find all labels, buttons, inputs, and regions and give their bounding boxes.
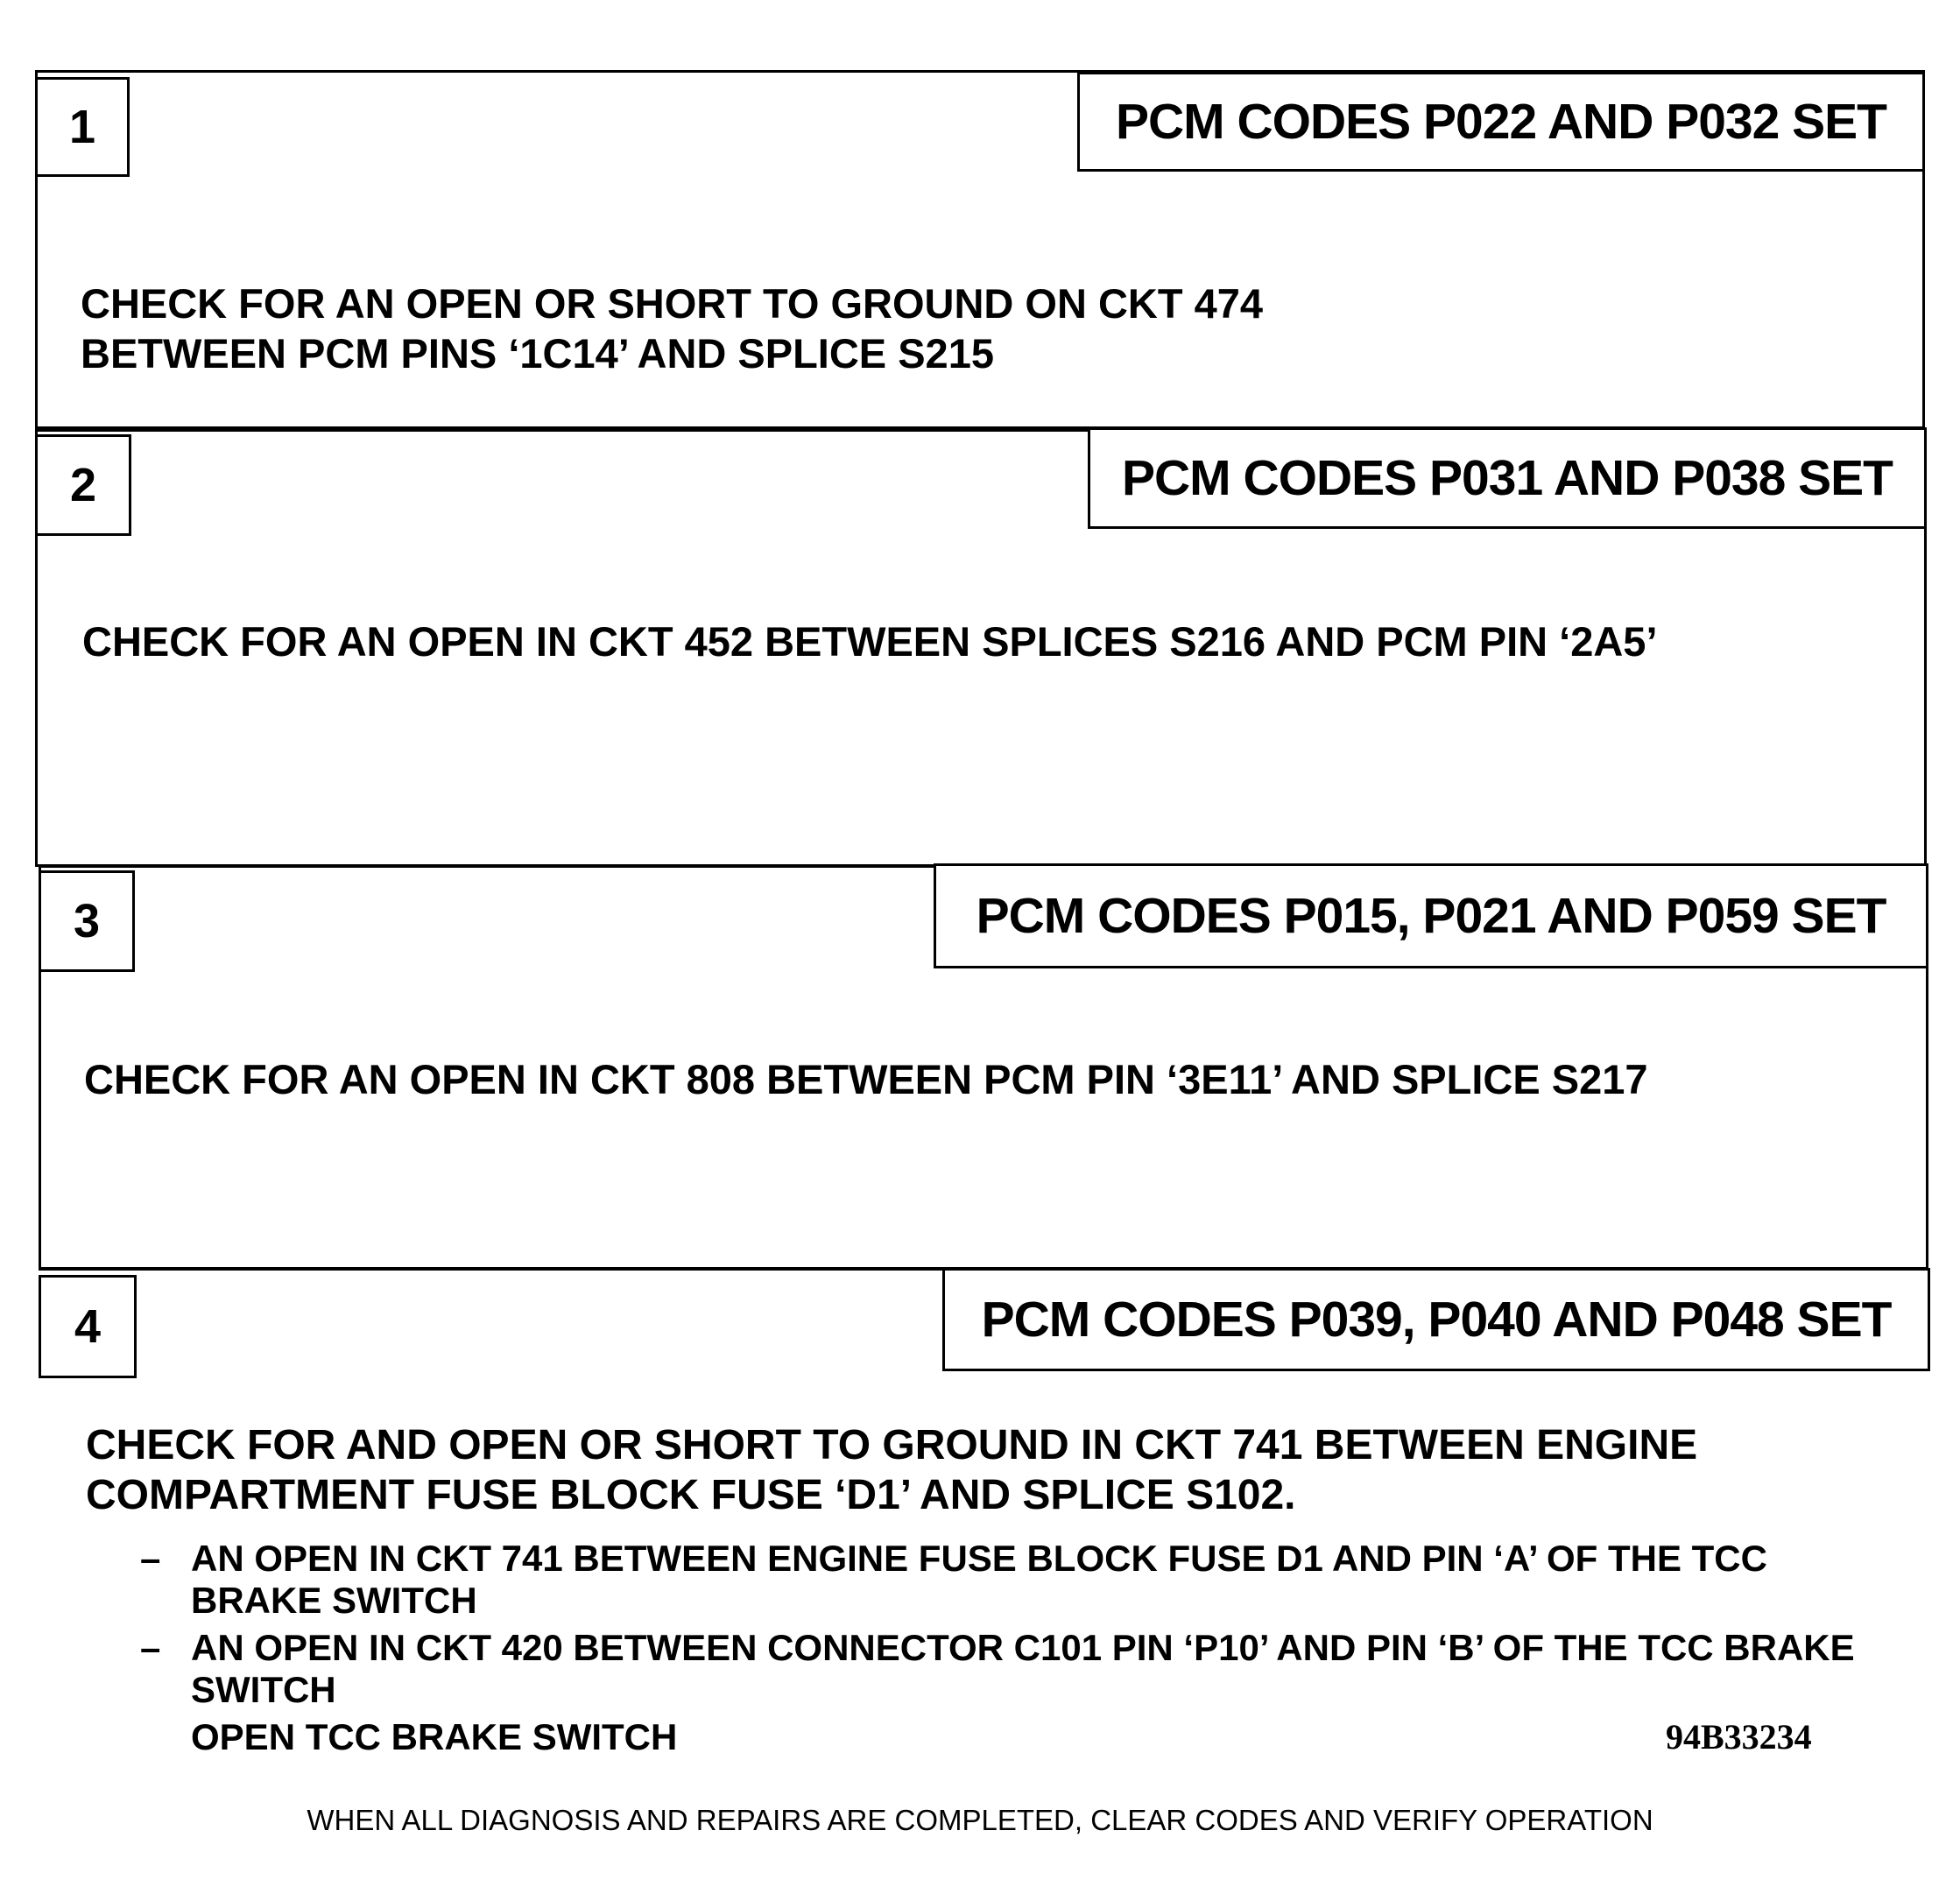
step-4-extra-line: OPEN TCC BRAKE SWITCH [191,1716,678,1757]
figure-id: 94B33234 [1666,1717,1812,1757]
step-1-title: PCM CODES P022 AND P032 SET [1077,72,1925,172]
footer-note: WHEN ALL DIAGNOSIS AND REPAIRS ARE COMPLETED, CLEAR CODES AND VERIFY OPERATION [307,1804,1653,1836]
list-item [140,1538,1855,1622]
step-3-number: 3 [39,870,135,972]
list-item [140,1627,1855,1711]
bullet-text: AN OPEN IN CKT 420 BETWEEN CONNECTOR C101 PIN ‘P10’ AND PIN ‘B’ OF THE TCC BRAKE SWITCH [191,1627,1855,1710]
step-1-text [81,278,1263,378]
step-3-line-1: CHECK FOR AN OPEN IN CKT 808 BETWEEN PCM PIN ‘3E11’ AND SPLICE S217 [84,1056,1648,1102]
bullet-text: AN OPEN IN CKT 741 BETWEEN ENGINE FUSE BLOCK FUSE D1 AND PIN ‘A’ OF THE TCC BRAKE SWITCH [191,1538,1767,1621]
step-1-line-1: CHECK FOR AN OPEN OR SHORT TO GROUND ON CKT 474 [81,280,1264,327]
step-2-number: 2 [35,434,131,536]
step-4-line-2: COMPARTMENT FUSE BLOCK FUSE ‘D1’ AND SPLICE S102. [86,1472,1296,1518]
step-2-title: PCM CODES P031 AND P038 SET [1088,427,1927,529]
step-4-text [86,1420,1697,1520]
dash-marker: – [140,1627,161,1668]
step-4-title: PCM CODES P039, P040 AND P048 SET [942,1268,1930,1371]
step-4-top-rule [39,1268,944,1271]
step-4-line-1: CHECK FOR AND OPEN OR SHORT TO GROUND IN CKT 741 BETWEEN ENGINE [86,1422,1698,1468]
step-1-line-2: BETWEEN PCM PINS ‘1C14’ AND SPLICE S215 [81,330,994,377]
step-3-title: PCM CODES P015, P021 AND P059 SET [934,863,1928,968]
step-1-number: 1 [35,77,130,177]
step-4-bullet-list [140,1538,1855,1758]
step-3-text [84,1054,1648,1104]
step-2-line-1: CHECK FOR AN OPEN IN CKT 452 BETWEEN SPLICES S216 AND PCM PIN ‘2A5’ [82,618,1658,665]
step-4-number: 4 [39,1275,137,1378]
step-2-text [82,616,1658,666]
dash-marker: – [140,1538,161,1579]
